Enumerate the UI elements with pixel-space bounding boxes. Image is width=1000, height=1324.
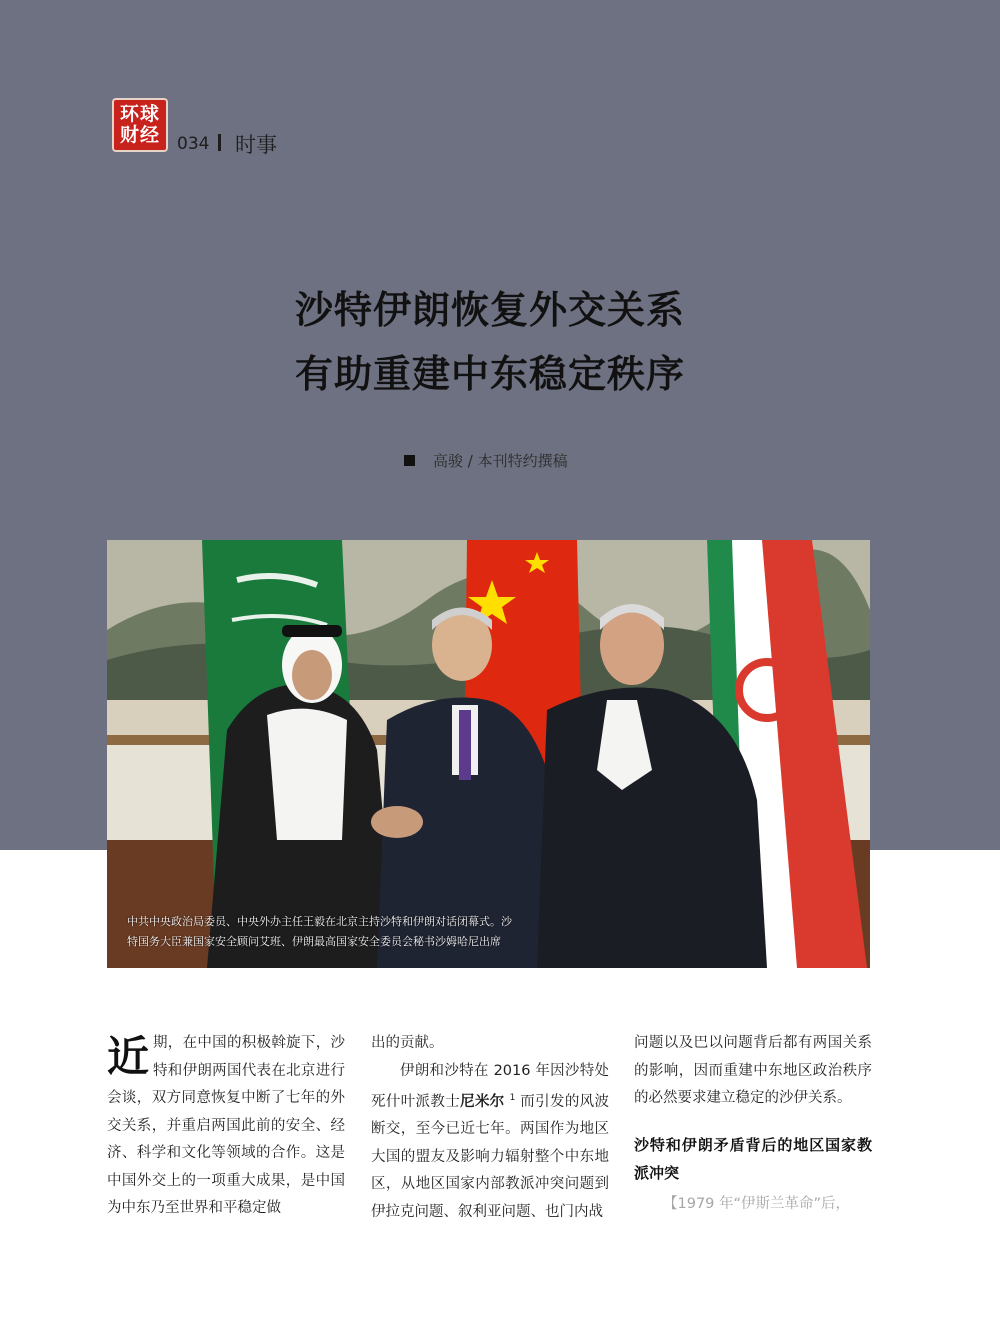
section-label: 时事: [235, 133, 277, 157]
column-1-text: 期，在中国的积极斡旋下，沙特和伊朗两国代表在北京进行会谈，双方同意恢复中断了七年的外交关系，并重启两国此前的安全、经济、科学和文化等领域的合作。这是中国外交上的一项重大成果，是中国为中东乃至世界和平稳定做: [107, 1035, 345, 1216]
caption-line-2: 特国务大臣兼国家安全顾问艾班、伊朗最高国家安全委员会秘书沙姆哈尼出席: [127, 935, 501, 948]
photo-illustration: [107, 540, 870, 968]
p2-before: 伊朗和沙特在 2016 年因沙特处死什叶派教士: [371, 1062, 609, 1110]
title-line-1: 沙特伊朗恢复外交关系: [294, 288, 685, 332]
section-subhead: 沙特和伊朗矛盾背后的地区国家教派冲突: [634, 1135, 872, 1182]
dropcap: 近: [107, 1032, 150, 1081]
caption-line-1: 中共中央政治局委员、中央外办主任王毅在北京主持沙特和伊朗对话闭幕式。沙: [127, 915, 512, 928]
byline: [404, 450, 568, 471]
byline-square-icon: [404, 455, 415, 466]
header-separator: [218, 134, 221, 151]
article-photo: [107, 540, 870, 968]
page-number: 034: [177, 134, 210, 154]
photo-caption: [127, 912, 597, 952]
faded-continuation: 【1979 年“伊斯兰革命”后，: [663, 1195, 851, 1212]
article-column-3: [634, 1030, 872, 1218]
nimr-name: 尼米尔: [460, 1093, 505, 1110]
column-2-paragraph-1: 出的贡献。: [371, 1035, 444, 1051]
p2-after: 而引发的风波断交，至今已近七年。两国作为地区大国的盟友及影响力辐射整个中东地区，从地区国家内部教派冲突问题到伊拉克问题、叙利亚问题、也门内战: [371, 1093, 610, 1220]
logo-line2: 财经: [119, 124, 160, 146]
column-3-paragraph-1: 问题以及巴以问题背后都有两国关系的影响，因而重建中东地区政治秩序的必然要求建立稳定的沙伊关系。: [634, 1035, 872, 1106]
byline-text: 高骏 / 本刊特约撰稿: [433, 452, 568, 470]
article-column-1: [107, 1030, 345, 1223]
column-2-paragraph-2: [371, 1058, 609, 1227]
logo-line1: 环球: [119, 103, 160, 125]
article-column-2: [371, 1030, 609, 1226]
footnote-ref[interactable]: 1: [509, 1093, 516, 1103]
magazine-logo: [112, 98, 168, 152]
article-title: [0, 278, 980, 406]
title-line-2: 有助重建中东稳定秩序: [294, 352, 685, 396]
